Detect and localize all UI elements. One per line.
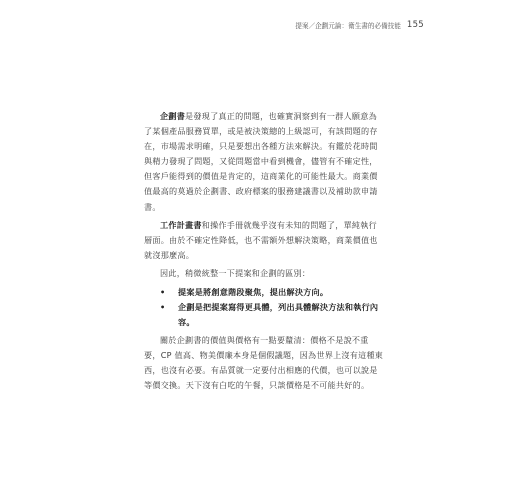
paragraph-1 (144, 109, 384, 215)
running-title: 提案／企劃元論：衛生書的必備技能 (295, 22, 401, 30)
term-proposal-document: 企劃書 (160, 111, 186, 121)
term-work-plan: 工作計畫書 (160, 219, 202, 230)
bullet-item (144, 300, 384, 330)
bullet-dot: • (160, 286, 166, 297)
bullet-dot: • (160, 301, 166, 312)
paragraph-4: 關於企劃書的價值與價格有一點要釐清：價格不是說不重要，CP 值高、物美價廉本身是個假議題，因為世界上沒有這種東西，也沒有必要。有品質就一定要付出相應的代價，也可以說是等價交換。天下沒有白吃的午餐，只談價格是不可能共好的。 (144, 335, 384, 391)
bullet-item (144, 285, 384, 300)
page-body (144, 109, 384, 397)
paragraph-2-text: 和操作手冊就幾乎沒有未知的問題了，單純執行層面。由於不確定性降低，也不需額外想解決策略，商業價值也就沒那麼高。 (144, 219, 378, 261)
paragraph-3: 因此，稍微統整一下提案和企劃的區別： (160, 268, 311, 279)
running-header (295, 20, 424, 30)
bullet-text: 企劃是把提案寫得更具體，列出具體解決方法和執行內容。 (178, 301, 379, 327)
paragraph-2 (144, 218, 384, 263)
bullet-text: 提案是將創意階段聚焦，提出解決方向。 (178, 286, 329, 297)
page-number: 155 (406, 20, 424, 30)
paragraph-1-text: 是發現了真正的問題，也確實洞察到有一群人願意為了某個產品服務買單，或是被決策總的上級認可，有該問題的存在，市場需求明確，只是要想出各種方法來解決。有鑑於花時間與精力發現了問題，又從問題當中看到機會，儘管有不確定性，但客戶能得到的價值是肯定的，這商業化的可能性最大。商業價值最高的莫過於企劃書、政府標案的服務建議書以及補助款申請書。 (144, 111, 378, 212)
bullet-list (144, 285, 384, 330)
